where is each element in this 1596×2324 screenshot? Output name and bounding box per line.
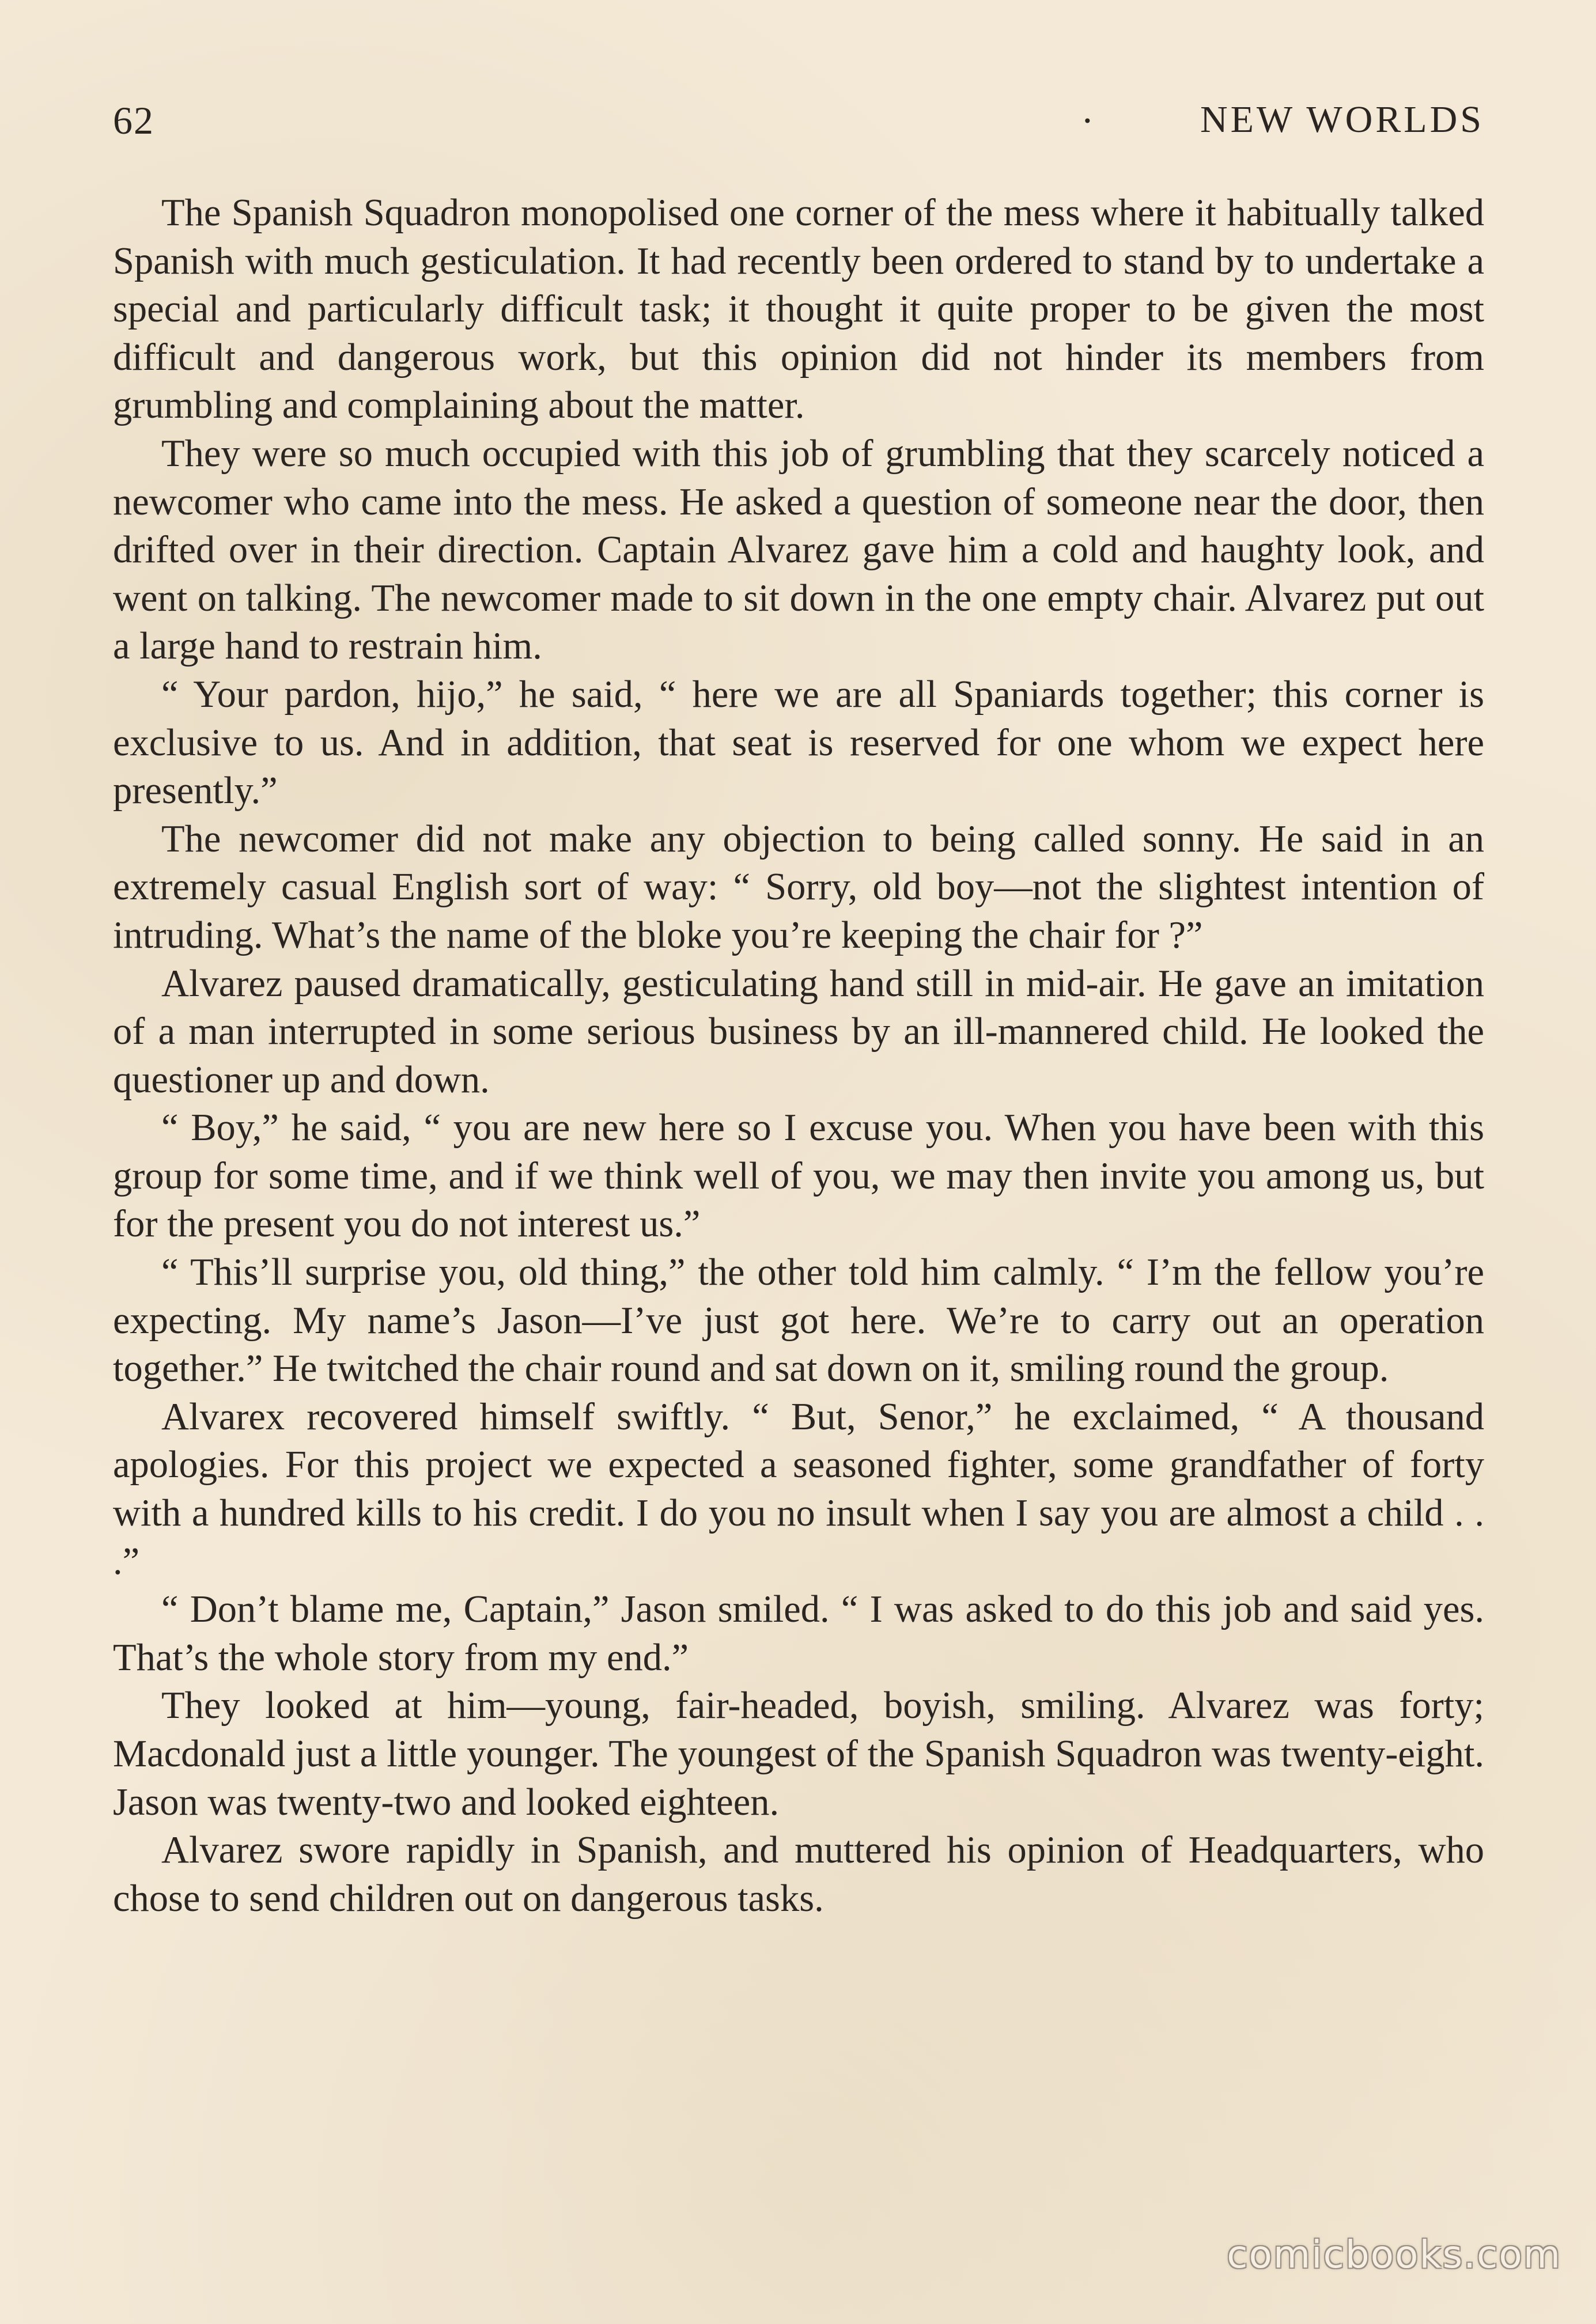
paragraph: Alvarez paused dramatically, gesticulating hand still in mid-air. He gave an imitation of a man interrupted in some serious business by an ill-mannered child. He looked the questioner up and down. — [113, 962, 1484, 1101]
paragraph: The newcomer did not make any objection to being called sonny. He said in an extremely casual English sort of way: “ Sorry, old boy—not the slightest intention of intruding. What’s the name of the bloke you’re keeping the chair for ?” — [113, 817, 1484, 956]
running-head: NEW WORLDS — [1200, 99, 1484, 141]
paragraph: “ Boy,” he said, “ you are new here so I excuse you. When you have been with this group for some time, and if we think well of you, we may then invite you among us, but for the present you do not interest us.” — [113, 1107, 1484, 1246]
page-number: 62 — [113, 99, 154, 142]
paragraph: They were so much occupied with this job of grumbling that they scarcely noticed a newcomer who came into the mess. He asked a question of someone near the door, then drifted over in their direction. Captain Alvarez gave him a cold and haughty look, and went on talking. The newcomer made to sit down in the one empty chair. Alvarez put out a large hand to restrain him. — [113, 432, 1484, 668]
paragraph: Alvarex recovered himself swiftly. “ But, Senor,” he exclaimed, “ A thousand apologies. For this project we expected a seasoned fighter, some grandfather of forty with a hundred kills to his credit. I do you no insult when I say you are almost a child . . .” — [113, 1395, 1484, 1583]
paragraph: Alvarez swore rapidly in Spanish, and muttered his opinion of Headquarters, who chose to send children out on dangerous tasks. — [113, 1829, 1484, 1920]
paragraph: “ This’ll surprise you, old thing,” the other told him calmly. “ I’m the fellow you’re expecting. My name’s Jason—I’ve just got here. We’re to carry out an operation together.” He twitched the chair round and sat down on it, smiling round the group. — [113, 1251, 1484, 1390]
watermark: comicbooks.com — [1227, 2232, 1561, 2277]
body-text — [113, 189, 1484, 1922]
page-header — [113, 98, 1484, 156]
paragraph: “ Your pardon, hijo,” he said, “ here we are all Spaniards together; this corner is exclusive to us. And in addition, that seat is reserved for one whom we expect here presently.” — [113, 673, 1484, 812]
paragraph: The Spanish Squadron monopolised one corner of the mess where it habitually talked Spanish with much gesticulation. It had recently been ordered to stand by to undertake a special and particularly difficult task; it thought it quite proper to be given the most difficult and dangerous work, but this opinion did not hinder its members from grumbling and complaining about the matter. — [113, 192, 1484, 427]
header-dot: · — [1081, 99, 1094, 142]
paragraph: “ Don’t blame me, Captain,” Jason smiled. “ I was asked to do this job and said yes. That’s the whole story from my end.” — [113, 1588, 1484, 1679]
paragraph: They looked at him—young, fair-headed, boyish, smiling. Alvarez was forty; Macdonald just a little younger. The youngest of the Spanish Squadron was twenty-eight. Jason was twenty-two and looked eighteen. — [113, 1685, 1484, 1823]
